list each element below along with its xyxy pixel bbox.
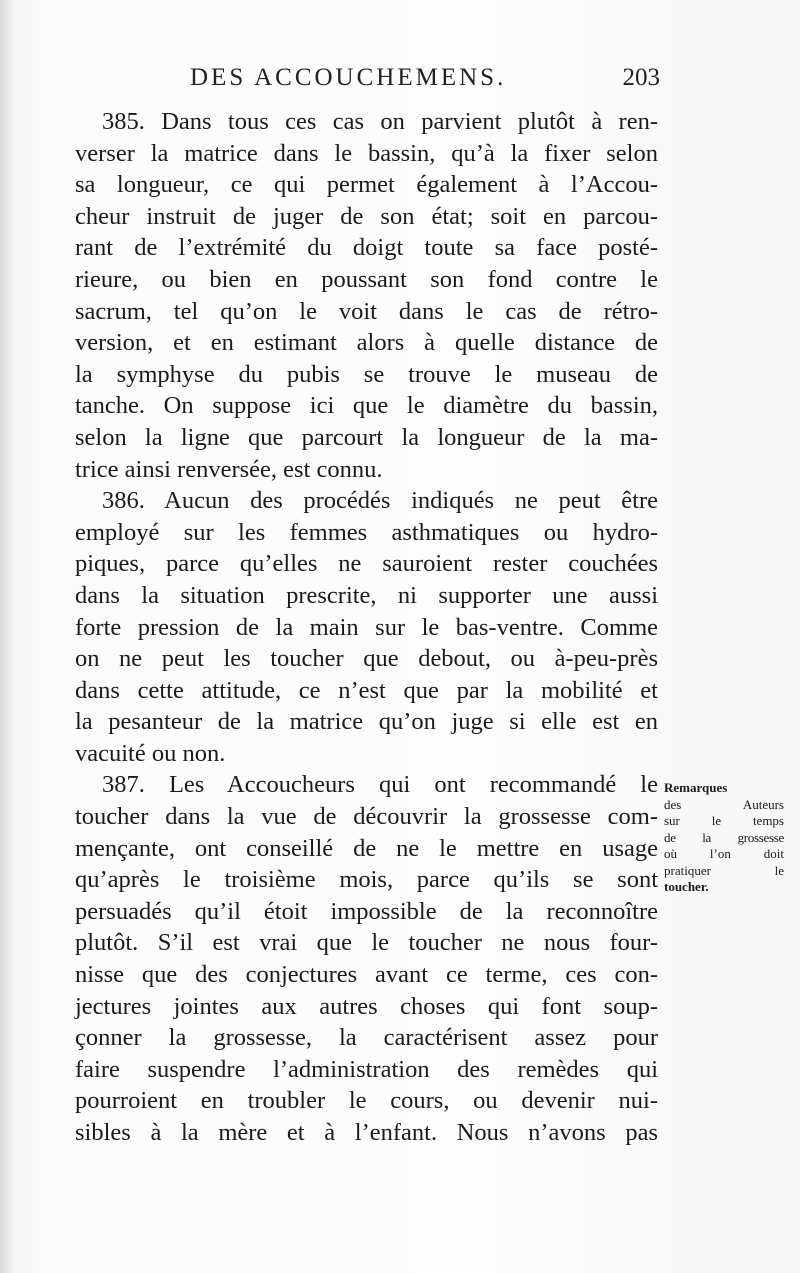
margin-note-line: Remarques	[664, 780, 728, 795]
text-line: persuadés qu’il étoit impossible de la reconnoître	[75, 897, 658, 925]
text-line: dans la situation prescrite, ni supporter une aussi	[75, 581, 658, 609]
text-line: 387. Les Accoucheurs qui ont recommandé le	[102, 771, 658, 799]
text-line: la pesanteur de la matrice qu’on juge si elle est en	[75, 708, 658, 736]
margin-note-line: toucher.	[664, 879, 709, 894]
margin-note-line: pratiquer le	[664, 862, 784, 878]
text-line: mençante, ont conseillé de ne le mettre en usage	[75, 834, 658, 862]
text-line: employé sur les femmes asthmatiques ou hydro-	[75, 518, 658, 546]
text-line: tanche. On suppose ici que le diamètre du bassin,	[75, 392, 658, 420]
text-line: la symphyse du pubis se trouve le museau de	[75, 360, 658, 388]
body-text	[75, 106, 658, 1149]
text-line: plutôt. S’il est vrai que le toucher ne nous four-	[75, 929, 658, 957]
text-line: sacrum, tel qu’on le voit dans le cas de rétro-	[75, 297, 658, 325]
text-line: piques, parce qu’elles ne sauroient rester couchées	[75, 550, 658, 578]
text-line: selon la ligne que parcourt la longueur de la ma-	[75, 423, 658, 451]
text-line: 385. Dans tous ces cas on parvient plutôt à ren-	[102, 108, 658, 135]
text-line: pourroient en troubler le cours, ou devenir nui-	[75, 1087, 658, 1115]
margin-note-line: des Auteurs	[664, 796, 784, 812]
text-line: dans cette attitude, ce n’est que par la mobilité et	[75, 676, 658, 704]
page-number: 203	[622, 64, 660, 91]
text-line: version, et en estimant alors à quelle distance de	[75, 329, 658, 357]
text-line: forte pression de la main sur le bas-ventre. Comme	[75, 613, 658, 641]
text-line: verser la matrice dans le bassin, qu’à la fixer selon	[75, 139, 658, 167]
text-line: qu’après le troisième mois, parce qu’ils se sont	[75, 866, 658, 894]
text-line: trice ainsi renversée, est connu.	[75, 455, 383, 483]
text-line: sa longueur, ce qui permet également à l’Accou-	[75, 171, 658, 199]
text-line: çonner la grossesse, la caractérisent assez pour	[75, 1024, 658, 1052]
text-line: toucher dans la vue de découvrir la grossesse com-	[75, 803, 658, 831]
text-line: cheur instruit de juger de son état; soit en parcou-	[75, 202, 658, 230]
running-head: DES ACCOUCHEMENS.	[190, 64, 507, 91]
text-line: rant de l’extrémité du doigt toute sa face posté-	[75, 234, 658, 262]
text-line: jectures jointes aux autres choses qui font soup-	[75, 992, 658, 1020]
text-line: 386. Aucun des procédés indiqués ne peut être	[102, 487, 658, 515]
text-line: on ne peut les toucher que debout, ou à-peu-près	[75, 645, 658, 673]
text-line: vacuité ou non.	[75, 739, 226, 767]
text-line: sibles à la mère et à l’enfant. Nous n’avons pas	[75, 1119, 658, 1146]
margin-note	[664, 780, 784, 896]
margin-note-line: où l’on doit	[664, 846, 784, 861]
text-line: faire suspendre l’administration des remèdes qui	[75, 1055, 658, 1083]
text-line: nisse que des conjectures avant ce terme, ces con-	[75, 961, 658, 989]
margin-note-line: sur le temps	[664, 813, 784, 828]
page-header	[190, 64, 660, 104]
margin-note-line: de la grossesse	[664, 829, 784, 845]
text-line: rieure, ou bien en poussant son fond contre le	[75, 265, 658, 293]
